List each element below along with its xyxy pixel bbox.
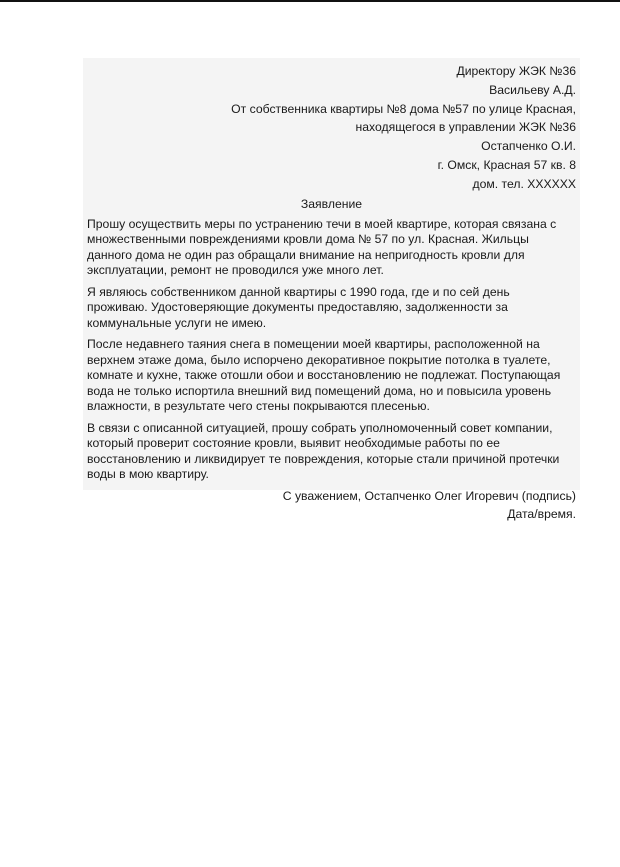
header-line-from-owner: От собственника квартиры №8 дома №57 по улице Красная, (231, 101, 576, 116)
document-page (83, 58, 580, 522)
paragraph-demand: В связи с описанной ситуацией, прошу собрать уполномоченный совет компании, который проверит состояние кровли, выявит необходимые работы по ее восстановлению и ликвидирует те повреждения, которые стали причиной протечки воды в мою квартиру. (87, 420, 560, 482)
top-border (0, 0, 620, 2)
header-line-address: г. Омск, Красная 57 кв. 8 (437, 157, 576, 172)
addressee-block (87, 62, 576, 194)
signature-date: Дата/время. (507, 507, 576, 522)
document-title: Заявление (300, 196, 363, 211)
header-line-director: Директору ЖЭК №36 (456, 64, 576, 78)
header-line-owner-name: Остапченко О.И. (481, 139, 576, 154)
signature-block (87, 487, 576, 524)
paragraph-ownership: Я являюсь собственником данной квартиры с 1990 года, где и по сей день проживаю. Удостоверяющие документы предоставляю, задолженности за коммунальные услуги не имею. (87, 284, 510, 330)
header-line-director-name: Васильеву А.Д. (489, 82, 576, 97)
paragraph-request: Прошу осуществить меры по устранению течи в моей квартире, которая связана с множественными повреждениями кровли дома № 57 по ул. Красная. Жильцы данного дома не один раз обращали внимание на непригодность кровли для эксплуатации, ремонт не проводился уже много лет. (87, 216, 557, 278)
paragraph-damage: После недавнего таяния снега в помещении моей квартиры, расположенной на верхнем этаже дома, было испорчено декоративное покрытие потолка в туалете, комнате и кухне, также отошли обои и восстановлению не подлежат. Поступающая вода не только испортила внешний вид помещений дома, но и повысила уровень влажности, в результате чего стены покрываются плесенью. (87, 337, 561, 414)
header-line-management: находящегося в управлении ЖЭК №36 (355, 120, 576, 135)
signature-closing: С уважением, Остапченко Олег Игоревич (подпись) (282, 488, 576, 503)
header-line-phone: дом. тел. XXXXXX (472, 176, 576, 191)
